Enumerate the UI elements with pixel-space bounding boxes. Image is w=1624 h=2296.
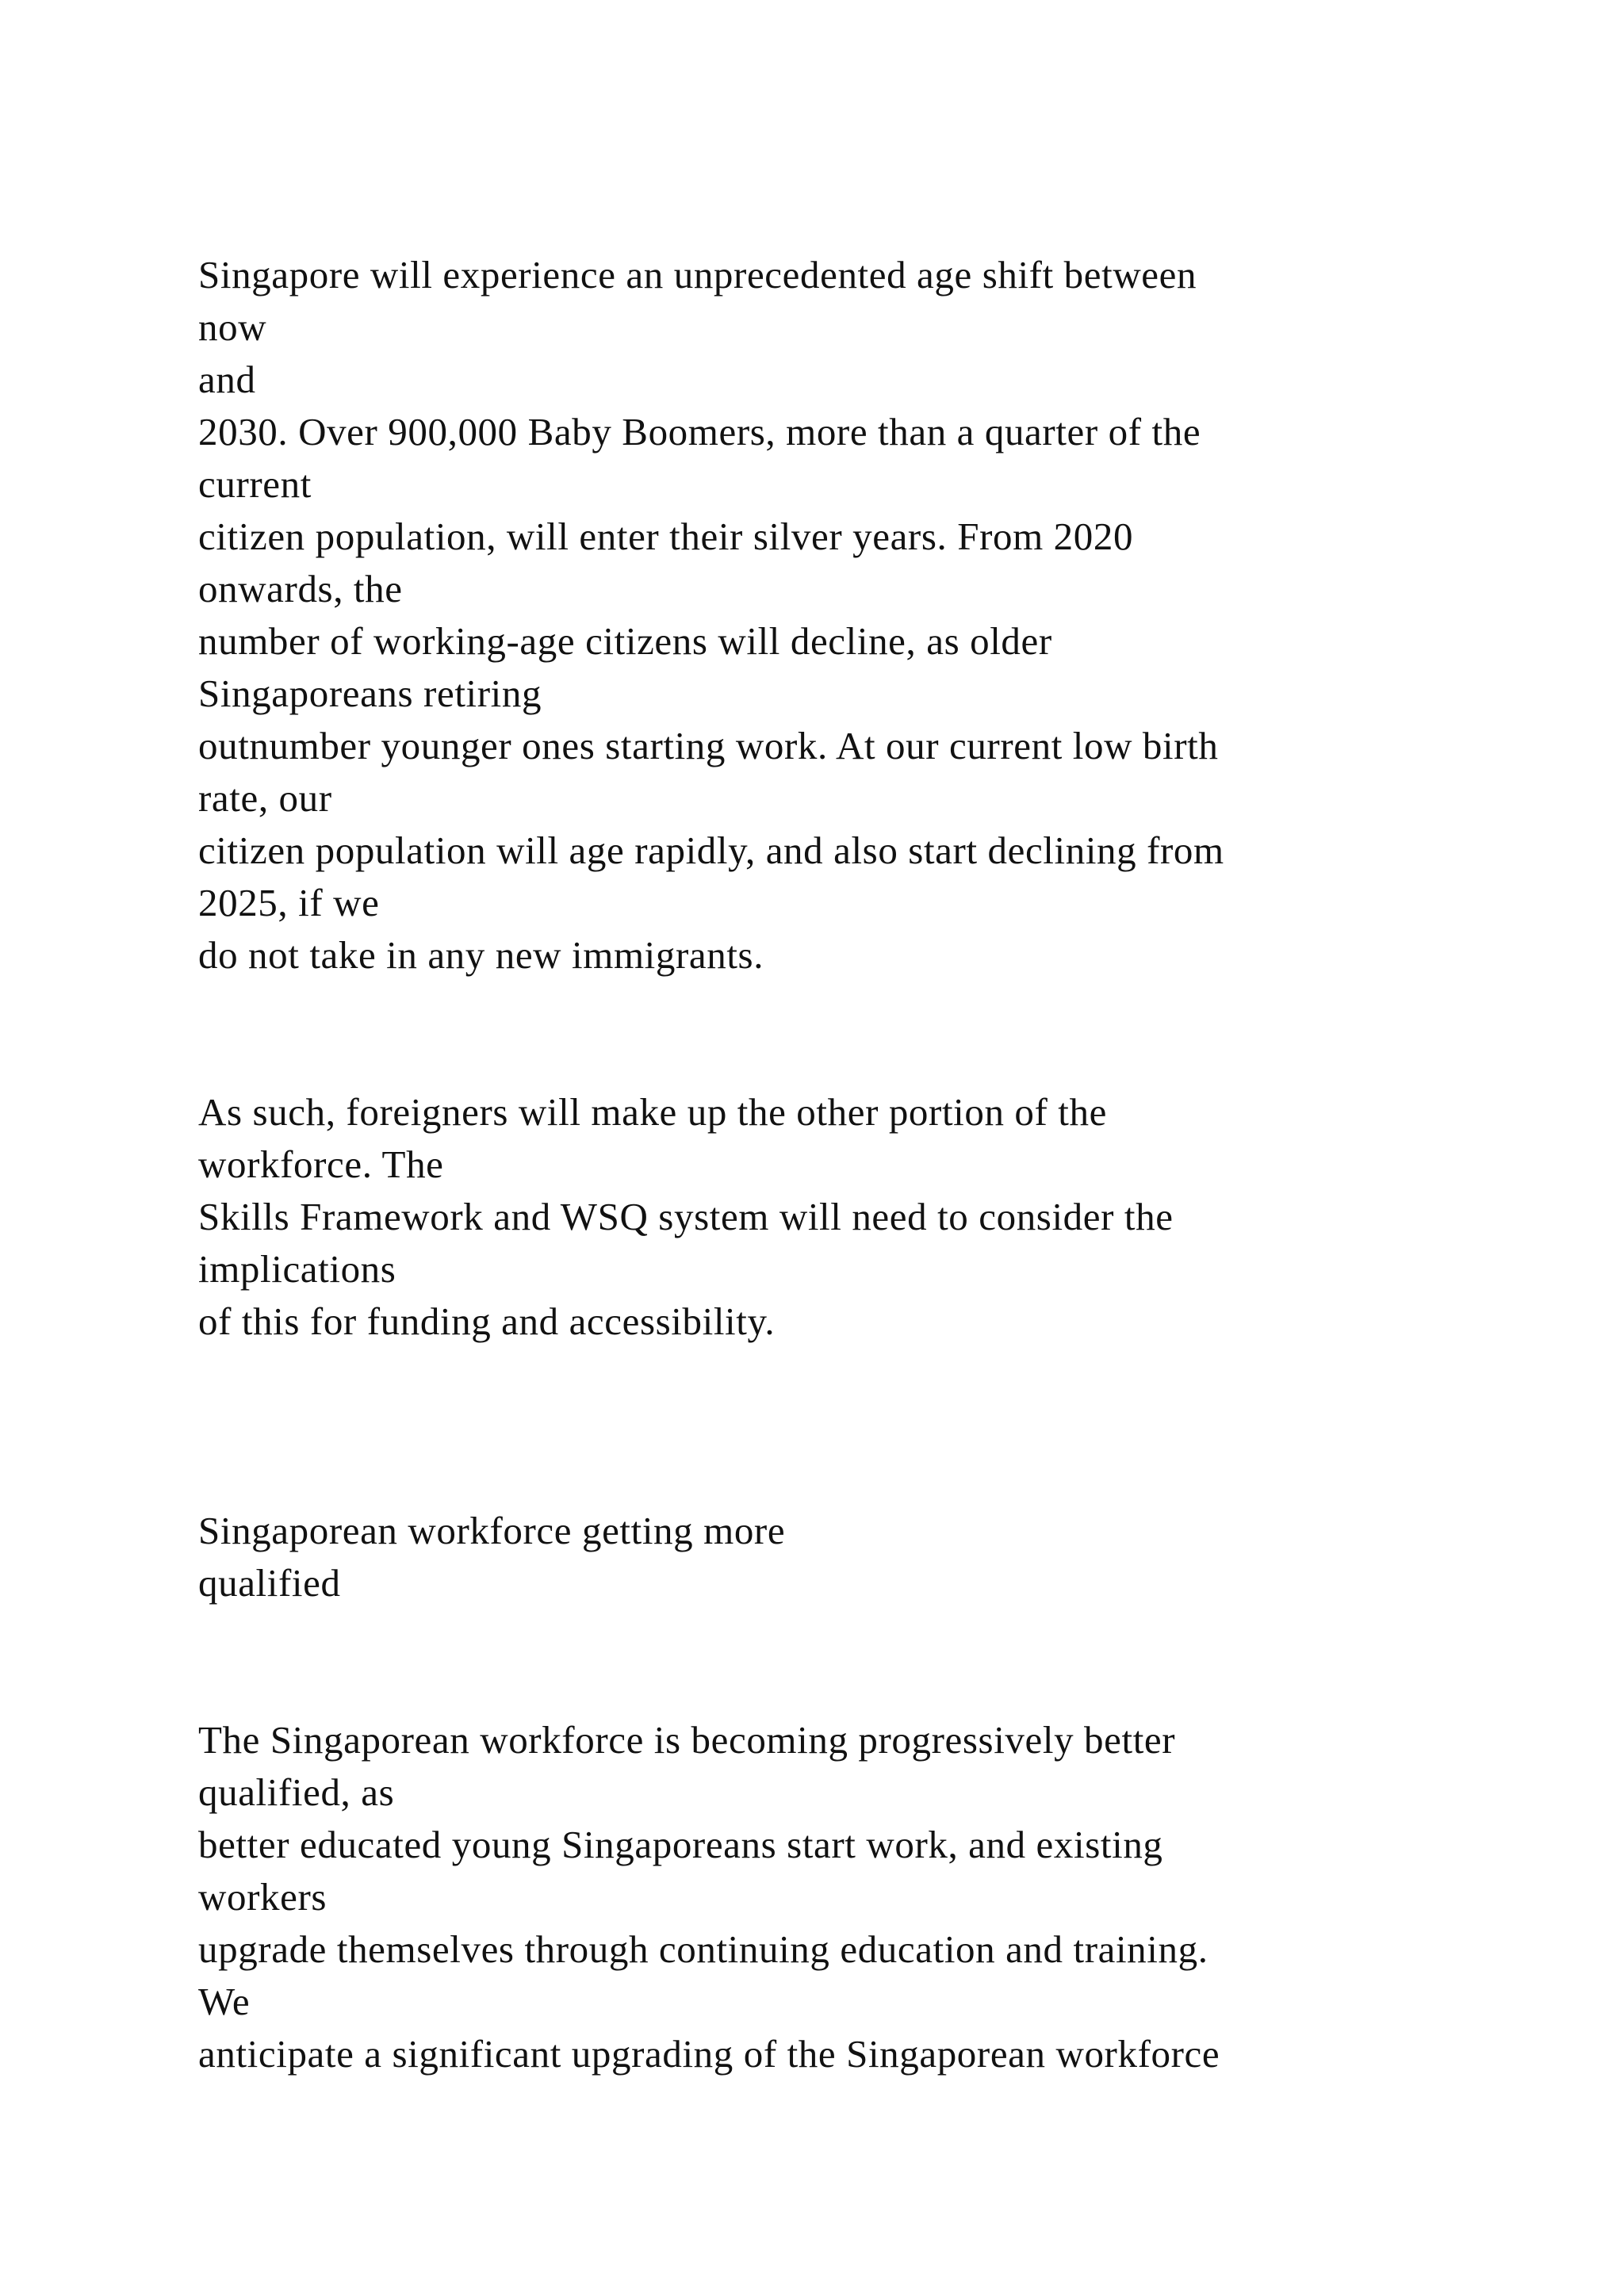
text-line: and xyxy=(198,358,256,401)
text-line: anticipate a significant upgrading of the Singaporean workforce xyxy=(198,2032,1220,2076)
text-line: Singaporean workforce getting more xyxy=(198,1509,786,1552)
text-line: of this for funding and accessibility. xyxy=(198,1299,776,1343)
text-line: Singapore will experience an unprecedented age shift between xyxy=(198,253,1197,297)
text-line: 2025, if we xyxy=(198,881,380,924)
text-line: citizen population, will enter their silver years. From 2020 xyxy=(198,515,1134,558)
text-line: upgrade themselves through continuing education and training. xyxy=(198,1927,1208,1971)
text-line: 2030. Over 900,000 Baby Boomers, more than a quarter of the xyxy=(198,410,1201,453)
text-line: onwards, the xyxy=(198,567,403,610)
text-line: The Singaporean workforce is becoming progressively better xyxy=(198,1718,1176,1762)
text-line: We xyxy=(198,1980,251,2023)
text-line: Skills Framework and WSQ system will need to consider the xyxy=(198,1195,1174,1238)
text-line: qualified, as xyxy=(198,1770,395,1814)
text-line: citizen population will age rapidly, and also start declining from xyxy=(198,828,1224,872)
text-line: now xyxy=(198,305,267,349)
text-line: do not take in any new immigrants. xyxy=(198,933,764,977)
text-line: number of working-age citizens will decline, as older xyxy=(198,619,1052,663)
text-line: As such, foreigners will make up the other portion of the xyxy=(198,1090,1107,1134)
text-line: outnumber younger ones starting work. At our current low birth xyxy=(198,724,1219,767)
text-line: workers xyxy=(198,1875,327,1919)
text-line: current xyxy=(198,462,312,506)
text-line: qualified xyxy=(198,1561,341,1605)
text-line: rate, our xyxy=(198,776,332,820)
text-line: workforce. The xyxy=(198,1142,444,1186)
text-line: Singaporeans retiring xyxy=(198,672,542,715)
text-line: implications xyxy=(198,1247,396,1291)
text-line: better educated young Singaporeans start work, and existing xyxy=(198,1823,1163,1866)
